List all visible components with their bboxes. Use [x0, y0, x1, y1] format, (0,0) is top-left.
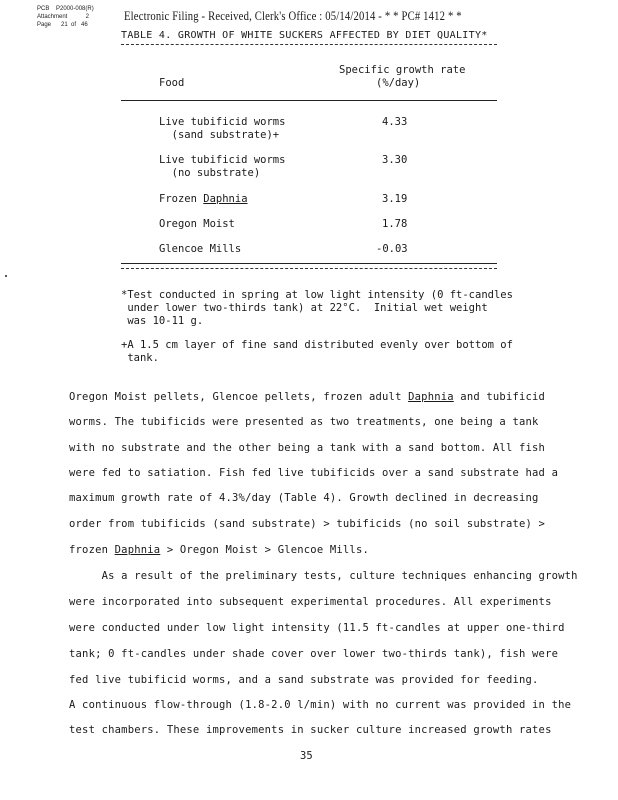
body-line: A continuous flow-through (1.8-2.0 l/min) with no current was provided in the [69, 699, 572, 711]
stamp-line: Attachment 2 [37, 14, 90, 20]
body-line: test chambers. These improvements in sucker culture increased growth rates [69, 724, 552, 736]
stamp-line: PCB P2000-008(R) [37, 6, 94, 12]
body-line: fed live tubificid worms, and a sand substrate was provided for feeding. [69, 674, 539, 686]
filing-header: Electronic Filing - Received, Clerk's Office : 05/14/2014 - * * PC# 1412 * * [124, 8, 462, 23]
table-row-food: Oregon Moist [159, 218, 235, 230]
body-line: tank; 0 ft-candles under shade cover over lower two-thirds tank), fish were [69, 648, 559, 660]
table-row-value: 3.30 [382, 154, 408, 166]
body-line: with no substrate and the other being a tank with a sand bottom. All fish [69, 442, 546, 454]
body-line: As a result of the preliminary tests, culture techniques enhancing growth [69, 570, 578, 582]
bottom-rule-dashed [121, 268, 497, 269]
bottom-rule [121, 263, 497, 264]
filing-stamp [37, 5, 94, 29]
body-line: worms. The tubificids were presented as two treatments, one being a tank [69, 416, 539, 428]
body-line: were fed to satiation. Fish fed live tubificids over a sand substrate had a [69, 467, 559, 479]
stamp-line: Page 21 of 46 [37, 22, 88, 28]
body-line: were conducted under low light intensity (11.5 ft-candles at upper one-third [69, 622, 565, 634]
body-line: order from tubificids (sand substrate) > tubificids (no soil substrate) > [69, 518, 546, 530]
table-title: TABLE 4. GROWTH OF WHITE SUCKERS AFFECTED BY DIET QUALITY* [121, 30, 488, 41]
scan-speck [5, 275, 7, 277]
page-number: 35 [300, 750, 313, 762]
table-row-food: Glencoe Mills [159, 243, 242, 255]
table-row-value: -0.03 [376, 243, 408, 255]
footnote-plus: +A 1.5 cm layer of fine sand distributed evenly over bottom of tank. [121, 339, 513, 364]
table-row-food: Live tubificid worms (sand substrate)+ [159, 116, 286, 141]
col-header-food: Food [159, 77, 185, 89]
table-row-food: Live tubificid worms (no substrate) [159, 154, 286, 179]
body-line: Oregon Moist pellets, Glencoe pellets, frozen adult Daphnia and tubificid [69, 391, 546, 403]
table-row-value: 3.19 [382, 193, 408, 205]
body-line: frozen Daphnia > Oregon Moist > Glencoe Mills. [69, 544, 370, 556]
table-row-food: Frozen Daphnia [159, 193, 248, 205]
col-header-rate: Specific growth rate [339, 64, 466, 76]
table-row-value: 1.78 [382, 218, 408, 230]
body-line: were incorporated into subsequent experimental procedures. All experiments [69, 596, 552, 608]
col-header-rate-unit: (%/day) [376, 77, 421, 89]
table-row-value: 4.33 [382, 116, 408, 128]
body-line: maximum growth rate of 4.3%/day (Table 4). Growth declined in decreasing [69, 492, 539, 504]
footnote-star: *Test conducted in spring at low light intensity (0 ft-candles under lower two-thirds tank) at 22°C. Initial wet weight was 10-11 g. [121, 289, 513, 327]
title-rule [121, 44, 497, 45]
header-rule [121, 100, 497, 101]
